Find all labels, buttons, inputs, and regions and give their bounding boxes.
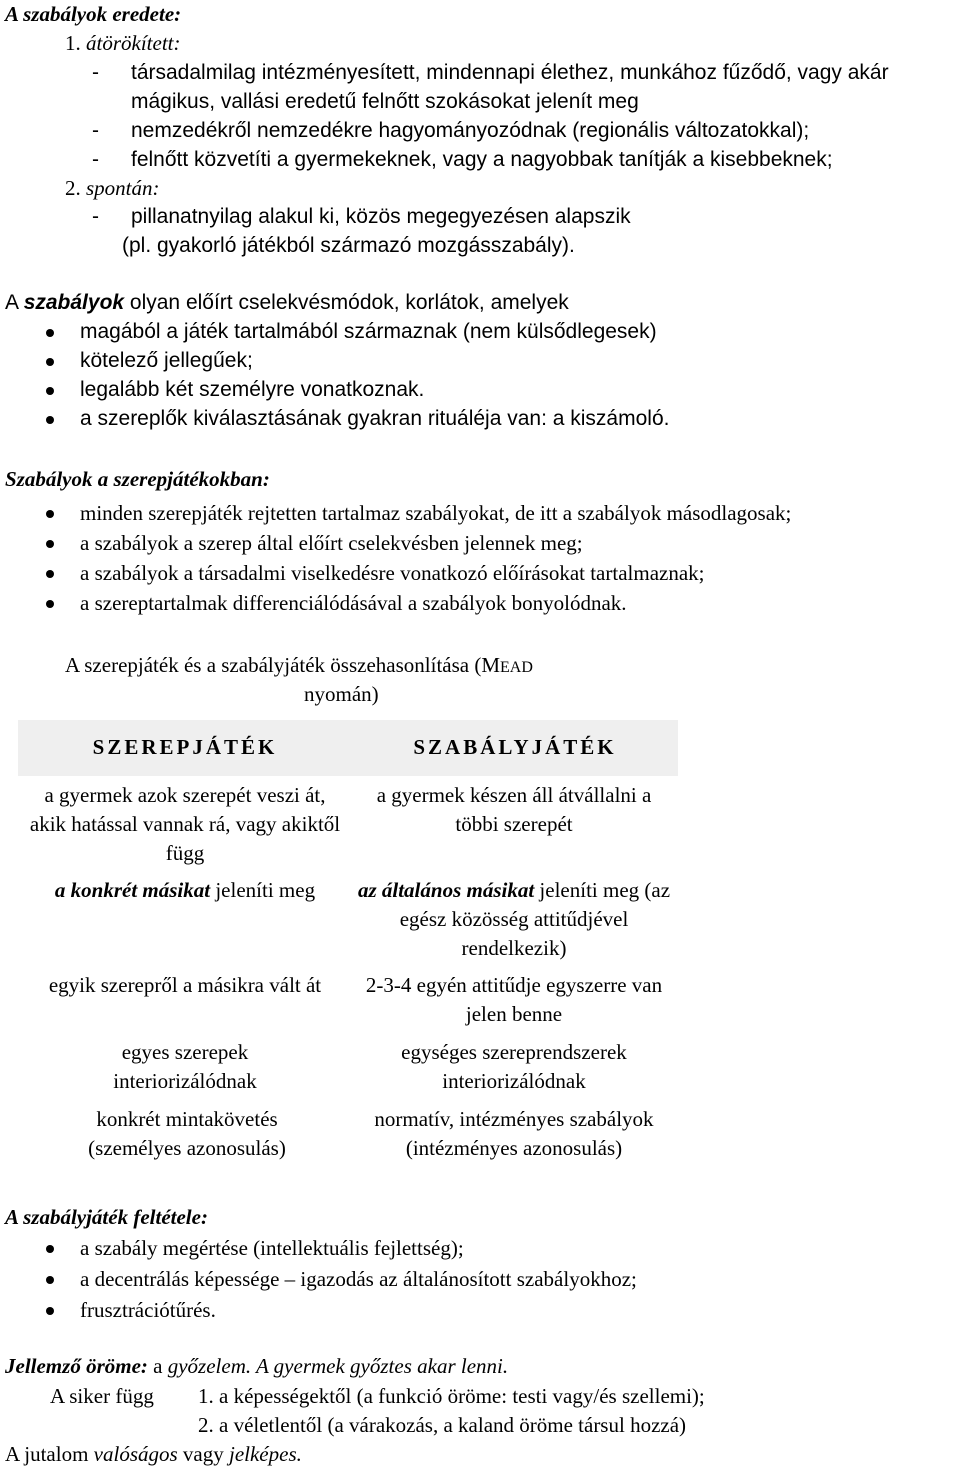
origin-1-line-4: felnőtt közvetíti a gyermekeknek, vagy a nagyobbak tanítják a kisebbeknek; — [131, 148, 833, 171]
joy-text-b: A gyermek győztes akar lenni. — [251, 1354, 509, 1378]
origin-1-line-2: mágikus, vallási eredetű felnőtt szokásokat jelenít meg — [131, 90, 639, 113]
joy-label: Jellemző öröme: — [5, 1354, 148, 1378]
joy-text-a: a — [147, 1354, 168, 1378]
bullet-icon — [46, 1276, 54, 1284]
intro-text-a: A — [5, 291, 24, 314]
dash-marker: - — [92, 205, 99, 228]
row-5-left: konkrét mintakövetés (személyes azonosulás) — [88, 1107, 286, 1160]
dash-marker: - — [92, 61, 99, 84]
success-label: A siker függ — [50, 1384, 154, 1408]
section-title-conditions: A szabályjáték feltétele: — [5, 1205, 208, 1229]
origin-item-2 — [65, 176, 160, 201]
joy-emphasis: győzelem. — [167, 1354, 252, 1378]
reward-emphasis-1: valóságos — [93, 1442, 178, 1466]
column-header-rulegame: SZABÁLYJÁTÉK — [413, 735, 617, 759]
bullet-icon — [46, 1245, 54, 1253]
roleplay-bullet-2: a szabályok a szerep által előírt cselekvésben jelennek meg; — [80, 531, 583, 555]
origin-item-1-number: 1. — [65, 31, 81, 55]
rules-bullet-4: a szereplők kiválasztásának gyakran rituáléja van: a kiszámoló. — [80, 407, 670, 430]
reward-text-a: A jutalom — [5, 1442, 94, 1466]
section-title-origin: A szabályok eredete: — [5, 2, 182, 26]
row-3-right: 2-3-4 egyén attitűdje egyszerre van jelen benne — [365, 973, 663, 1026]
rules-bullet-2: kötelező jellegűek; — [80, 349, 253, 372]
row-2-right-text: jeleníti meg (az egész közösség attitűdjével rendelkezik) — [399, 878, 671, 960]
reward-text-mid: vagy — [177, 1442, 229, 1466]
conditions-bullet-1: a szabály megértése (intellektuális fejlettség); — [80, 1236, 464, 1260]
intro-emphasis: szabályok — [23, 291, 125, 314]
row-4-left: egyes szerepek interiorizálódnak — [113, 1040, 257, 1093]
success-item-1: 1. a képességektől (a funkció öröme: testi vagy/és szellemi); — [198, 1384, 705, 1408]
origin-item-2-label: spontán: — [86, 176, 160, 200]
rules-bullet-3: legalább két személyre vonatkoznak. — [80, 378, 425, 401]
bullet-icon — [46, 600, 54, 608]
row-2-right-emphasis: az általános másikat — [357, 878, 535, 902]
roleplay-bullet-4: a szereptartalmak differenciálódásával a szabályok bonyolódnak. — [80, 591, 627, 615]
bullet-icon — [46, 1307, 54, 1315]
success-item-2: 2. a véletlentől (a várakozás, a kaland öröme társul hozzá) — [198, 1413, 687, 1437]
bullet-icon — [46, 510, 54, 518]
rules-definition-intro — [5, 290, 569, 315]
origin-1-line-3: nemzedékről nemzedékre hagyományozódnak (regionális változatokkal); — [131, 119, 810, 142]
column-header-roleplay: SZEREPJÁTÉK — [92, 735, 278, 759]
origin-item-1 — [65, 31, 180, 56]
bullet-icon — [46, 387, 54, 395]
row-4-right: egységes szereprendszerek interiorizálódnak — [401, 1040, 627, 1093]
row-1-left: a gyermek azok szerepét veszi át, akik hatással vannak rá, vagy akiktől függ — [29, 783, 341, 865]
bullet-icon — [46, 329, 54, 337]
row-2-left — [20, 876, 350, 905]
conditions-bullet-2: a decentrálás képessége – igazodás az általánosított szabályokhoz; — [80, 1267, 637, 1291]
bullet-icon — [46, 358, 54, 366]
row-3-left: egyik szerepről a másikra vált át — [48, 973, 322, 997]
bullet-icon — [46, 540, 54, 548]
rules-bullet-1: magából a játék tartalmából származnak (nem külsődlegesek) — [80, 320, 657, 343]
origin-2-line-2: (pl. gyakorló játékból származó mozgásszabály). — [122, 234, 575, 257]
conditions-bullet-3: frusztrációtűrés. — [80, 1298, 216, 1322]
roleplay-bullet-3: a szabályok a társadalmi viselkedésre vonatkozó előírásokat tartalmaznak; — [80, 561, 705, 585]
row-5-right: normatív, intézményes szabályok (intézményes azonosulás) — [374, 1107, 654, 1160]
bullet-icon — [46, 416, 54, 424]
caption-text: A szerepjáték és a szabályjáték összehasonlítása (M — [65, 653, 501, 677]
row-2-right — [354, 876, 674, 963]
caption-smallcaps: EAD — [500, 659, 533, 676]
origin-item-1-label: átörökített: — [86, 31, 181, 55]
reward-line — [5, 1442, 302, 1467]
origin-2-line-1: pillanatnyilag alakul ki, közös megegyezésen alapszik — [131, 205, 631, 228]
origin-1-line-1: társadalmilag intézményesített, mindennapi élethez, munkához fűződő, vagy akár — [131, 61, 889, 84]
row-2-left-text: jeleníti meg — [210, 878, 316, 902]
roleplay-bullet-1: minden szerepjáték rejtetten tartalmaz szabályokat, de itt a szabályok másodlagosak; — [80, 501, 792, 525]
dash-marker: - — [92, 119, 99, 142]
row-2-left-emphasis: a konkrét másikat — [54, 878, 211, 902]
bullet-icon — [46, 570, 54, 578]
row-1-right: a gyermek készen áll átvállalni a többi szerepét — [376, 783, 652, 836]
joy-line — [5, 1354, 508, 1379]
reward-emphasis-2: jelképes. — [229, 1442, 302, 1466]
comparison-caption-line-1 — [65, 653, 533, 678]
comparison-caption-line-2: nyomán) — [304, 682, 379, 706]
dash-marker: - — [92, 148, 99, 171]
section-title-roleplay: Szabályok a szerepjátékokban: — [5, 467, 270, 491]
origin-item-2-number: 2. — [65, 176, 81, 200]
intro-text-b: olyan előírt cselekvésmódok, korlátok, amelyek — [124, 291, 569, 314]
